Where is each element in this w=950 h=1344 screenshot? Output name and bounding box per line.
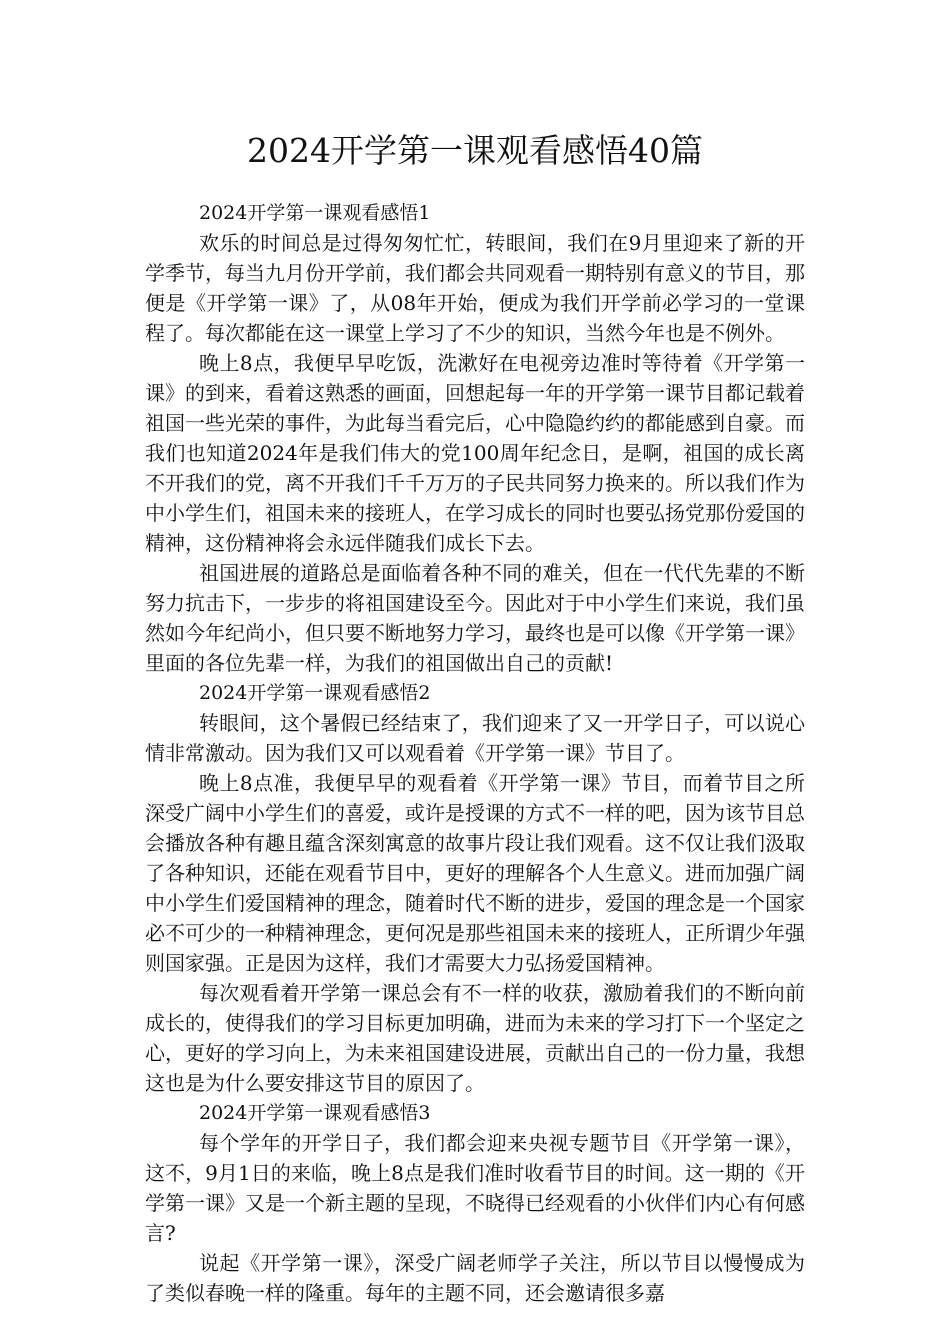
essay-section-2 — [145, 678, 805, 1098]
paragraph: 说起《开学第一课》，深受广阔老师学子关注，所以节目以慢慢成为了类似春晚一样的隆重。每年的主题不同，还会邀请很多嘉 — [145, 1251, 805, 1305]
paragraph: 晚上8点，我便早早吃饭，洗漱好在电视旁边准时等待着《开学第一课》的到来，看着这熟悉的画面，回想起每一年的开学第一课节目都记载着祖国一些光荣的事件，为此每当看完后，心中隐隐约约的都能感到自豪。而我们也知道2024年是我们伟大的党100周年纪念日，是啊，祖国的成长离不开我们的党，离不开我们千千万万的子民共同努力换来的。所以我们作为中小学生们，祖国未来的接班人，在学习成长的同时也要弘扬党那份爱国的精神，这份精神将会永远伴随我们成长下去。 — [145, 351, 805, 555]
essay-section-1 — [145, 198, 805, 678]
paragraph: 每个学年的开学日子，我们都会迎来央视专题节目《开学第一课》，这不，9月1日的来临，晚上8点是我们准时收看节目的时间。这一期的《开学第一课》又是一个新主题的呈现，不晓得已经观看的小伙伴们内心有何感言? — [145, 1131, 805, 1245]
section-heading: 2024开学第一课观看感悟2 — [199, 682, 431, 704]
paragraph: 晚上8点准，我便早早的观看着《开学第一课》节目，而着节目之所深受广阔中小学生们的喜爱，或许是授课的方式不一样的吧，因为该节目总会播放各种有趣且蕴含深刻寓意的故事片段让我们观看。这不仅让我们汲取了各种知识，还能在观看节目中，更好的理解各个人生意义。进而加强广阔中小学生们爱国精神的理念，随着时代不断的进步，爱国的理念是一个国家必不可少的一种精神理念，更何况是那些祖国未来的接班人，正所谓少年强则国家强。正是因为这样，我们才需要大力弘扬爱国精神。 — [145, 771, 805, 975]
section-heading: 2024开学第一课观看感悟1 — [199, 202, 431, 224]
document-body — [145, 198, 805, 1308]
paragraph: 转眼间，这个暑假已经结束了，我们迎来了又一开学日子，可以说心情非常激动。因为我们又可以观看着《开学第一课》节目了。 — [145, 711, 805, 765]
paragraph: 欢乐的时间总是过得匆匆忙忙，转眼间，我们在9月里迎来了新的开学季节，每当九月份开学前，我们都会共同观看一期特别有意义的节目，那便是《开学第一课》了，从08年开始，便成为我们开学前必学习的一堂课程了。每次都能在这一课堂上学习了不少的知识，当然今年也是不例外。 — [145, 231, 805, 345]
essay-section-3 — [145, 1098, 805, 1308]
paragraph: 每次观看着开学第一课总会有不一样的收获，激励着我们的不断向前成长的，使得我们的学习目标更加明确，进而为未来的学习打下一个坚定之心，更好的学习向上，为未来祖国建设进展，贡献出自己的一份力量，我想这也是为什么要安排这节目的原因了。 — [145, 981, 805, 1095]
paragraph: 祖国进展的道路总是面临着各种不同的难关，但在一代代先辈的不断努力抗击下，一步步的将祖国建设至今。因此对于中小学生们来说，我们虽然如今年纪尚小，但只要不断地努力学习，最终也是可以像《开学第一课》里面的各位先辈一样，为我们的祖国做出自己的贡献! — [145, 561, 805, 675]
section-heading: 2024开学第一课观看感悟3 — [199, 1102, 431, 1124]
document-title: 2024开学第一课观看感悟40篇 — [247, 131, 703, 170]
